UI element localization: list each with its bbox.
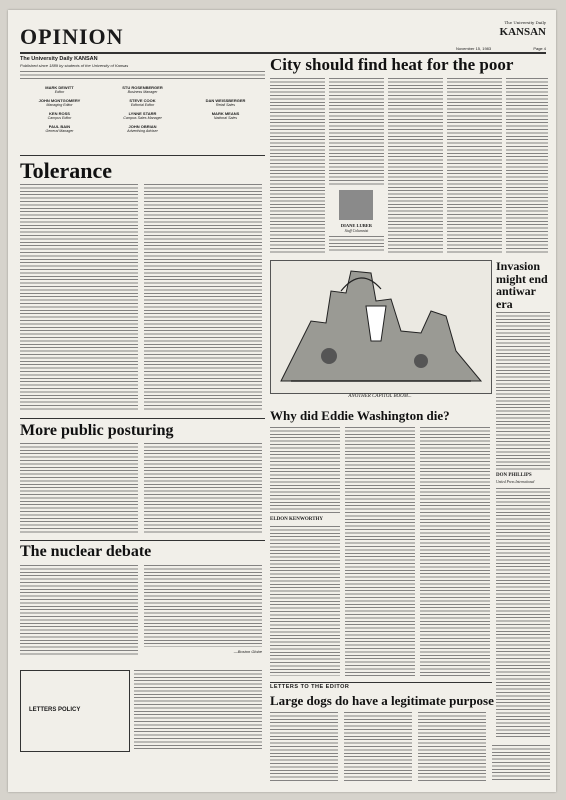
letters-policy-label: LETTERS POLICY	[29, 707, 81, 713]
staff-member: LYNNE STARR Campus Sales Manager	[123, 111, 162, 120]
staff-member: STU ROSENBERGER Business Manager	[122, 85, 163, 94]
staff-text	[20, 71, 265, 81]
newspaper-page	[8, 10, 556, 792]
more-public-headline: More public posturing	[20, 422, 174, 439]
editorial-cartoon	[270, 260, 492, 394]
city-column-5	[506, 78, 548, 253]
more-public-column-2	[144, 443, 262, 533]
divider	[20, 540, 265, 541]
washington-column-3	[420, 427, 490, 677]
invasion-byline-role: United Press International	[496, 480, 535, 484]
cartoon-drawing	[271, 261, 491, 393]
staff-subtitle: Published since 1889 by students of the University of Kansas	[20, 63, 129, 68]
section-title: OPINION	[20, 24, 124, 49]
columnist-name: DIANE LUBER	[340, 223, 373, 228]
divider	[270, 682, 492, 683]
city-column-1	[270, 78, 325, 253]
city-column-2b	[329, 236, 384, 253]
dateline	[456, 46, 546, 51]
staff-title: The University Daily KANSAN	[20, 56, 98, 62]
paper-name: KANSAN	[499, 26, 546, 38]
large-dogs-column-4	[492, 745, 550, 782]
page-number: Page 4	[533, 46, 546, 51]
cartoon-caption: ANOTHER CAPITOL BOOM...	[348, 394, 412, 399]
city-headline: City should find heat for the poor	[270, 55, 514, 74]
large-dogs-column-2	[344, 712, 412, 782]
large-dogs-column-1	[270, 712, 338, 782]
tolerance-headline: Tolerance	[20, 158, 113, 183]
columnist-role: Staff Columnist	[344, 229, 369, 233]
staff-grid	[20, 85, 265, 133]
staff-member: JOHN OBRIAN Advertising Adviser	[127, 124, 158, 133]
staff-member	[186, 85, 265, 94]
divider	[20, 418, 265, 419]
staff-member: STEVE COOK Editorial Editor	[129, 98, 156, 107]
more-public-column-1	[20, 443, 138, 533]
paper-name-pre: The University Daily	[504, 20, 546, 25]
nuclear-column-1	[20, 565, 138, 655]
washington-byline: ELDON KENWORTHY	[270, 517, 324, 522]
nuclear-column-2	[144, 565, 262, 647]
staff-member: PAUL BAIN General Manager	[45, 124, 74, 133]
divider	[20, 155, 265, 156]
invasion-column-1	[496, 312, 550, 470]
city-column-4	[447, 78, 502, 253]
staff-member: DAN WEISSBERGER Retail Sales	[205, 98, 246, 107]
washington-headline: Why did Eddie Washington die?	[270, 408, 450, 423]
staff-member: JOHN MONTGOMERY Managing Editor	[38, 98, 81, 107]
city-column-3	[388, 78, 443, 253]
columnist-photo	[339, 190, 373, 220]
staff-member: MARK MEANS National Sales	[211, 111, 240, 120]
washington-column-1	[270, 427, 340, 515]
large-dogs-column-3	[418, 712, 486, 782]
washington-column-1b	[270, 526, 340, 676]
letters-policy-text	[134, 670, 262, 750]
masthead-rule	[20, 52, 546, 54]
city-column-2	[329, 78, 384, 186]
nuclear-byline: —Boston Globe	[233, 649, 262, 654]
large-dogs-headline: Large dogs do have a legitimate purpose	[270, 693, 494, 708]
letters-banner: LETTERS TO THE EDITOR	[270, 684, 350, 690]
issue-date: November 15, 1983	[456, 46, 492, 51]
staff-box	[20, 56, 265, 151]
invasion-byline: DON PHILLIPS	[496, 473, 532, 478]
nuclear-headline: The nuclear debate	[20, 543, 152, 560]
tolerance-column-1	[20, 184, 138, 412]
tolerance-column-2	[144, 184, 262, 412]
staff-member: MARK DEWITT Editor	[45, 85, 74, 94]
letters-policy-box	[20, 670, 130, 752]
washington-column-2	[345, 427, 415, 677]
staff-member: KEN ROSS Campus Editor	[47, 111, 72, 120]
invasion-headline: Invasion might end antiwar era	[496, 259, 548, 311]
